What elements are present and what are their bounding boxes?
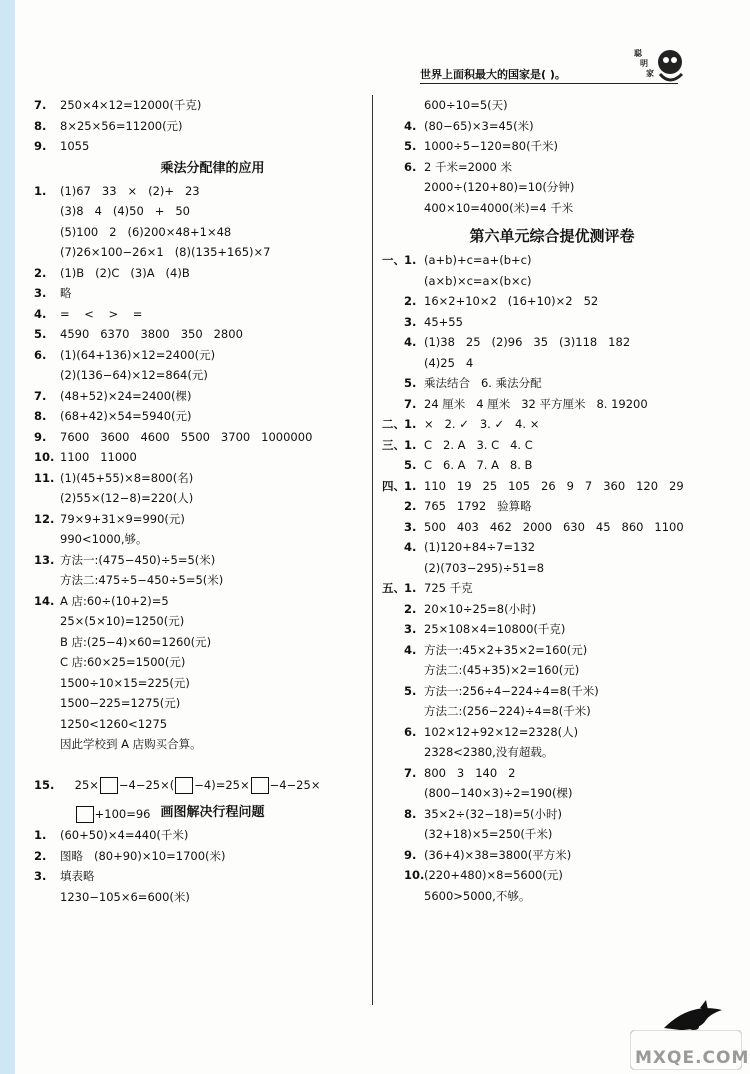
answer-text: 略 xyxy=(60,286,72,300)
answer-line xyxy=(382,824,722,845)
answer-text: 2000÷(120+80)=10(分钟) xyxy=(424,180,575,194)
answer-text: 102×12+92×12=2328(人) xyxy=(424,724,579,739)
answer-text: 1000÷5−120=80(千米) xyxy=(424,139,559,153)
answer-line xyxy=(34,406,365,427)
answer-line xyxy=(34,825,365,846)
question-number: 4. xyxy=(34,306,47,321)
answer-text: 600÷10=5(天) xyxy=(424,98,508,112)
question-number: 7. xyxy=(34,98,47,112)
question-number: 4. xyxy=(404,335,417,349)
question-number: 6. xyxy=(34,347,47,362)
question-number: 3. xyxy=(34,869,47,883)
answer-text: 400×10=4000(米)=4 千米 xyxy=(424,200,574,215)
answer-line xyxy=(382,660,722,681)
answer-text: (1)(45+55)×8=800(名) xyxy=(60,470,194,485)
section-marker: 三、 xyxy=(382,437,405,452)
answer-text: 方法一:256÷4−224÷4=8(千米) xyxy=(424,683,599,698)
question-number: 5. xyxy=(404,683,417,698)
answer-line xyxy=(34,283,365,304)
question-number: 9. xyxy=(404,847,417,862)
question-number: 3. xyxy=(404,622,417,636)
answer-line xyxy=(382,865,722,886)
answer-text: (1)B (2)C (3)A (4)B xyxy=(60,265,190,280)
answer-text: (a×b)×c=a×(b×c) xyxy=(424,273,532,288)
question-number: 6. xyxy=(404,159,417,174)
right-column xyxy=(382,95,722,906)
answer-line xyxy=(34,263,365,284)
answer-text: (2)(136−64)×12=864(元) xyxy=(60,368,208,382)
section-heading-travel: 画图解决行程问题 xyxy=(160,805,265,820)
answer-line xyxy=(34,468,365,489)
answer-line xyxy=(382,763,722,784)
header-rule xyxy=(420,83,678,84)
answer-line xyxy=(382,517,722,538)
answer-line xyxy=(382,845,722,866)
answer-text: (4)25 4 xyxy=(424,355,474,370)
answer-line xyxy=(34,550,365,571)
answer-text: B 店:(25−4)×60=1260(元) xyxy=(60,634,212,649)
answer-text: (5)100 2 (6)200×48+1×48 xyxy=(60,224,232,239)
answer-text: (2)55×(12−8)=220(人) xyxy=(60,491,194,505)
answer-line xyxy=(34,846,365,867)
answer-line xyxy=(382,250,722,271)
svg-text:明: 明 xyxy=(640,59,648,68)
answer-line xyxy=(382,619,722,640)
answer-line xyxy=(382,136,722,157)
svg-text:聪: 聪 xyxy=(634,49,642,58)
answer-text: 2 千米=2000 米 xyxy=(424,159,513,174)
answer-text: 25×108×4=10800(千克) xyxy=(424,622,566,636)
answer-line xyxy=(60,242,365,263)
answer-text: C 2. A 3. C 4. C xyxy=(424,437,533,452)
answer-text: (32+18)×5=250(千米) xyxy=(424,827,553,841)
answer-line xyxy=(34,509,365,530)
answer-line xyxy=(34,427,365,448)
answer-text: 1500−225=1275(元) xyxy=(60,696,181,710)
question-number: 1. xyxy=(34,828,47,842)
answer-text: (1)38 25 (2)96 35 (3)118 182 xyxy=(424,335,631,349)
question-number: 11. xyxy=(34,470,55,485)
monkey-mascot-icon xyxy=(620,40,690,88)
question-number: 13. xyxy=(34,552,55,567)
question-number: 5. xyxy=(34,327,47,341)
answer-line xyxy=(382,578,722,599)
answer-text: 800 3 140 2 xyxy=(424,765,516,780)
answer-text: = < > = xyxy=(60,306,143,321)
question-number: 8. xyxy=(34,118,47,133)
answer-line xyxy=(382,177,722,198)
answer-line xyxy=(382,435,722,456)
answer-text: 方法二:(45+35)×2=160(元) xyxy=(424,663,580,677)
answer-line xyxy=(382,455,722,476)
answer-line xyxy=(382,804,722,825)
answer-text: (1)67 33 × (2)+ 23 xyxy=(60,183,200,198)
answer-line xyxy=(34,95,365,116)
blank-box xyxy=(76,806,94,823)
question-number: 10. xyxy=(404,868,425,882)
answer-line xyxy=(34,181,365,202)
page-number: 93 xyxy=(678,1015,701,1034)
answer-text: (36+4)×38=3800(平方米) xyxy=(424,847,572,862)
answer-text: 4590 6370 3800 350 2800 xyxy=(60,327,243,341)
question-number: 1. xyxy=(404,437,417,452)
answer-text: 1100 11000 xyxy=(60,450,137,464)
answer-line xyxy=(60,570,365,591)
answer-line xyxy=(382,332,722,353)
question-number: 3. xyxy=(34,286,47,300)
answer-line xyxy=(382,312,722,333)
answer-text: (68+42)×54=5940(元) xyxy=(60,409,192,423)
question-15-line2: +100=96 xyxy=(60,775,365,801)
question-number: 3. xyxy=(404,519,417,534)
answer-line xyxy=(34,866,365,887)
question-number: 9. xyxy=(34,139,47,153)
question-number: 2. xyxy=(404,294,417,308)
answer-text: A 店:60÷(10+2)=5 xyxy=(60,593,169,608)
answer-line xyxy=(60,529,365,550)
answer-text: 20×10÷25=8(小时) xyxy=(424,601,537,616)
question-number: 2. xyxy=(404,601,417,616)
answer-text: 因此学校到 A 店购买合算。 xyxy=(60,737,202,751)
answer-text: 1055 xyxy=(60,139,90,153)
answer-line xyxy=(60,201,365,222)
answer-text: 25×(5×10)=1250(元) xyxy=(60,614,185,628)
question-number: 10. xyxy=(34,450,55,464)
answer-line xyxy=(382,291,722,312)
question-number: 5. xyxy=(404,458,417,472)
answer-line xyxy=(382,701,722,722)
answer-text: (48+52)×24=2400(棵) xyxy=(60,388,192,403)
section-marker: 五、 xyxy=(382,581,405,595)
question-number: 7. xyxy=(404,765,417,780)
answer-line xyxy=(34,447,365,468)
answer-line xyxy=(382,783,722,804)
answer-line xyxy=(382,157,722,178)
blue-spine-strip xyxy=(0,0,15,1074)
question-number: 14. xyxy=(34,593,55,608)
answer-line xyxy=(382,271,722,292)
answer-line xyxy=(60,734,365,755)
question-number: 3. xyxy=(404,314,417,329)
answer-text: (7)26×100−26×1 (8)(135+165)×7 xyxy=(60,245,271,259)
answer-line xyxy=(60,632,365,653)
section-marker: 二、 xyxy=(382,417,405,431)
watermark-text: MXQE.COM xyxy=(635,1048,750,1068)
answer-text: 方法二:475÷5−450÷5=5(米) xyxy=(60,573,224,587)
answer-line xyxy=(382,198,722,219)
section-marker: 四、 xyxy=(382,478,405,493)
answer-line xyxy=(60,887,365,908)
answer-line xyxy=(382,537,722,558)
question-number: 4. xyxy=(404,118,417,133)
question-number: 2. xyxy=(34,265,47,280)
answer-text: 方法一:45×2+35×2=160(元) xyxy=(424,642,588,657)
answer-text: 79×9+31×9=990(元) xyxy=(60,511,185,526)
answer-line xyxy=(34,324,365,345)
answer-line xyxy=(382,599,722,620)
answer-line xyxy=(382,95,722,116)
answer-line xyxy=(60,611,365,632)
question-number: 1. xyxy=(34,183,47,198)
answer-line xyxy=(34,304,365,325)
question-number: 7. xyxy=(404,396,417,411)
answer-line xyxy=(382,116,722,137)
question-number: 8. xyxy=(34,409,47,423)
answer-text: 乘法结合 6. 乘法分配 xyxy=(424,376,542,390)
answer-line xyxy=(382,558,722,579)
question-number: 1. xyxy=(404,478,417,493)
answer-line xyxy=(382,640,722,661)
answer-text: × 2. ✓ 3. ✓ 4. × xyxy=(424,417,540,431)
answer-text: 填表略 xyxy=(60,869,95,883)
answer-line xyxy=(60,488,365,509)
answer-text: (220+480)×8=5600(元) xyxy=(424,868,563,882)
column-divider xyxy=(372,95,373,1005)
answer-text: 图略 (80+90)×10=1700(米) xyxy=(60,848,226,863)
question-number: 4. xyxy=(404,540,417,554)
answer-line xyxy=(34,591,365,612)
question-number: 1. xyxy=(404,253,417,267)
question-number: 1. xyxy=(404,581,417,595)
section-heading-distributive: 乘法分配律的应用 xyxy=(160,160,265,176)
answer-text: 5600>5000,不够。 xyxy=(424,888,531,903)
answer-text: 方法二:(256−224)÷4=8(千米) xyxy=(424,704,591,718)
answer-text: (60+50)×4=440(千米) xyxy=(60,828,189,842)
section-marker: 一、 xyxy=(382,253,405,267)
answer-line xyxy=(382,496,722,517)
answer-text: 500 403 462 2000 630 45 860 1100 xyxy=(424,519,684,534)
answer-line xyxy=(34,136,365,157)
answer-text: (1)(64+136)×12=2400(元) xyxy=(60,347,216,362)
answer-text: (3)8 4 (4)50 + 50 xyxy=(60,204,190,218)
answer-text: 725 千克 xyxy=(424,581,473,595)
answer-line xyxy=(382,681,722,702)
question-number: 1. xyxy=(404,417,417,431)
answer-text: 8×25×56=11200(元) xyxy=(60,118,183,133)
answer-text: 1500÷10×15=225(元) xyxy=(60,675,190,690)
answer-text: 16×2+10×2 (16+10)×2 52 xyxy=(424,294,599,308)
answer-text: 方法一:(475−450)÷5=5(米) xyxy=(60,552,216,567)
answer-text: 990<1000,够。 xyxy=(60,532,148,546)
answer-line xyxy=(382,722,722,743)
question-number: 9. xyxy=(34,429,47,444)
answer-text: (800−140×3)÷2=190(棵) xyxy=(424,786,573,800)
answer-text: 1230−105×6=600(米) xyxy=(60,889,190,904)
answer-text: (2)(703−295)÷51=8 xyxy=(424,560,545,575)
section-heading-unit6-test: 第六单元综合提优测评卷 xyxy=(469,227,635,245)
answer-text: 250×4×12=12000(千克) xyxy=(60,98,202,112)
answer-line xyxy=(60,714,365,735)
answer-line xyxy=(60,222,365,243)
answer-text: C 6. A 7. A 8. B xyxy=(424,458,533,472)
answer-line xyxy=(34,386,365,407)
answer-text: 24 厘米 4 厘米 32 平方厘米 8. 19200 xyxy=(424,396,648,411)
answer-line xyxy=(382,476,722,497)
question-number: 6. xyxy=(404,724,417,739)
answer-text: 1250<1260<1275 xyxy=(60,716,168,731)
question-15-line1: 15. 25× −4−25×( −4)=25× −4−25× xyxy=(34,778,321,792)
answer-text: (80−65)×3=45(米) xyxy=(424,118,534,133)
answer-text: C 店:60×25=1500(元) xyxy=(60,655,186,669)
question-number: 4. xyxy=(404,642,417,657)
page-header-question: 世界上面积最大的国家是( )。 xyxy=(420,68,566,81)
left-column xyxy=(34,95,365,907)
answer-text: 45+55 xyxy=(424,314,463,329)
answer-line xyxy=(60,673,365,694)
svg-text:家: 家 xyxy=(646,69,654,78)
answer-text: 2328<2380,没有超载。 xyxy=(424,745,554,759)
answer-line xyxy=(34,345,365,366)
answer-line xyxy=(60,693,365,714)
question-number: 5. xyxy=(404,376,417,390)
question-number: 2. xyxy=(34,848,47,863)
answer-text: 110 19 25 105 26 9 7 360 120 29 xyxy=(424,478,684,493)
question-number: 2. xyxy=(404,499,417,513)
answer-line xyxy=(382,394,722,415)
answer-text: 7600 3600 4600 5500 3700 1000000 xyxy=(60,429,313,444)
question-number: 8. xyxy=(404,806,417,821)
answer-line xyxy=(382,742,722,763)
answer-line xyxy=(34,116,365,137)
answer-text: (a+b)+c=a+(b+c) xyxy=(424,253,532,267)
answer-line xyxy=(382,414,722,435)
question-number: 12. xyxy=(34,511,55,526)
answer-line xyxy=(60,652,365,673)
answer-line xyxy=(382,373,722,394)
answer-line xyxy=(382,353,722,374)
answer-text: 765 1792 验算略 xyxy=(424,499,532,513)
answer-text: (1)120+84÷7=132 xyxy=(424,540,536,554)
question-number: 7. xyxy=(34,388,47,403)
question-number: 5. xyxy=(404,139,417,153)
answer-line xyxy=(382,886,722,907)
answer-line xyxy=(60,365,365,386)
answer-text: 35×2÷(32−18)=5(小时) xyxy=(424,806,563,821)
